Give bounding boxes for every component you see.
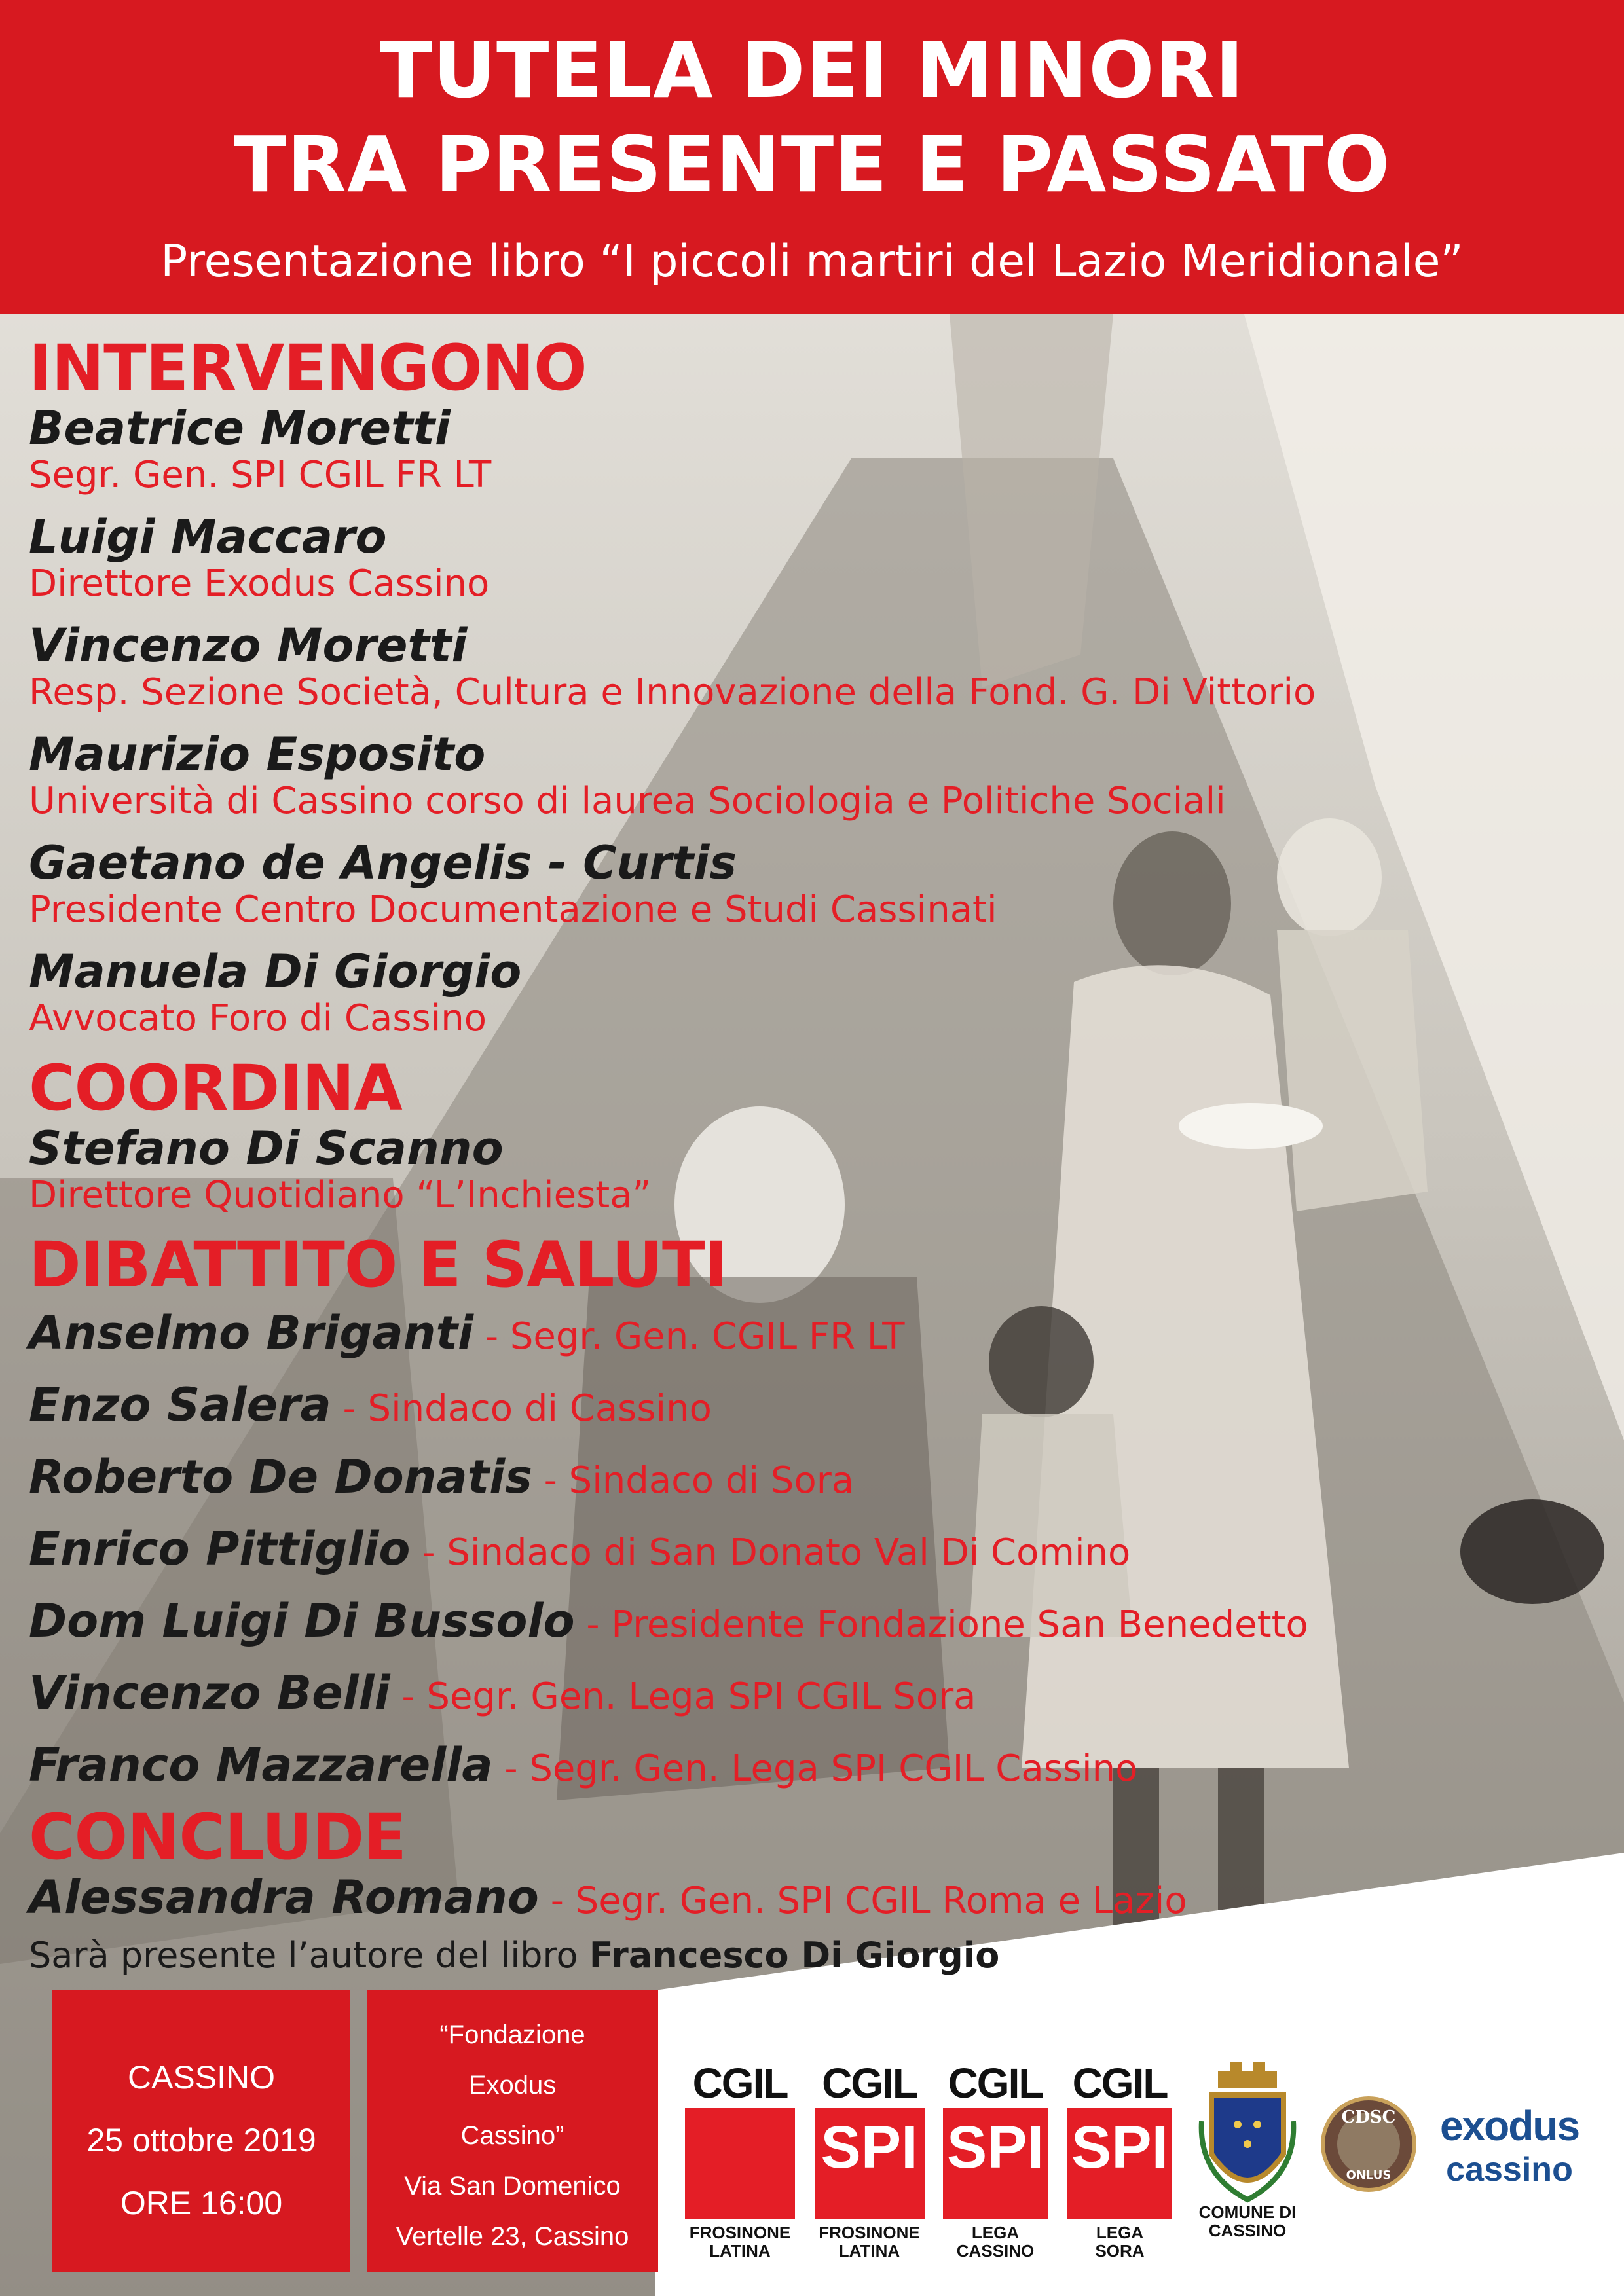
- speaker-role: Avvocato Foro di Cassino: [29, 997, 487, 1040]
- event-date: 25 ottobre 2019: [86, 2122, 316, 2159]
- speaker-role: Segr. Gen. SPI CGIL FR LT: [29, 454, 492, 496]
- logo-caption: CASSINO: [1208, 2221, 1287, 2240]
- section-heading-coordina: COORDINA: [29, 1051, 402, 1125]
- greeting-name: Vincenzo Belli: [29, 1666, 390, 1720]
- greeting-role: - Segr. Gen. Lega SPI CGIL Cassino: [492, 1747, 1138, 1790]
- venue-line: Exodus: [468, 2071, 557, 2100]
- moderator-role: Direttore Quotidiano “L’Inchiesta”: [29, 1174, 652, 1216]
- venue-name: [367, 2010, 658, 2262]
- spi-lega-sora-logo: [1064, 2062, 1175, 2260]
- greeting-name: Enrico Pittiglio: [29, 1522, 411, 1576]
- header-banner: [0, 0, 1624, 314]
- logo-caption: FROSINONE: [689, 2223, 791, 2242]
- coat-of-arms-icon: [1198, 2062, 1297, 2206]
- cdsc-text: CDSC: [1341, 2107, 1396, 2127]
- moderator-name: Stefano Di Scanno: [29, 1121, 504, 1175]
- greeting-role: - Segr. Gen. Lega SPI CGIL Sora: [390, 1675, 976, 1718]
- greeting-role: - Sindaco di Sora: [532, 1459, 855, 1502]
- greeting-role: - Sindaco di San Donato Val Di Comino: [410, 1531, 1131, 1574]
- greeting-name: Roberto De Donatis: [29, 1450, 532, 1504]
- conclusion-row: [29, 1871, 1600, 1927]
- cgil-wordmark: CGIL: [822, 2060, 917, 2107]
- logo-caption: COMUNE DI: [1198, 2202, 1297, 2222]
- cdsc-sub: ONLUS: [1346, 2168, 1392, 2182]
- event-city: CASSINO: [127, 2059, 276, 2096]
- spi-badge: [1067, 2108, 1172, 2219]
- venue-line: Vertelle 23, Cassino: [396, 2222, 629, 2251]
- author-name: Francesco Di Giorgio: [589, 1935, 1000, 1976]
- program: [29, 331, 1600, 1977]
- comune-cassino-logo: [1192, 2062, 1303, 2240]
- exodus-cassino-logo: [1434, 2102, 1585, 2189]
- exodus-wordmark: exodus: [1439, 2102, 1579, 2149]
- logo-caption: LEGA: [1096, 2223, 1144, 2242]
- conclusion-role: - Segr. Gen. SPI CGIL Roma e Lazio: [538, 1880, 1187, 1922]
- red-square-icon: [685, 2108, 795, 2219]
- greeting-row: [29, 1371, 1600, 1443]
- greeting-row: [29, 1299, 1600, 1371]
- greeting-role: - Sindaco di Cassino: [331, 1387, 712, 1430]
- event-date-box: [52, 1990, 350, 2272]
- cgil-wordmark: CGIL: [692, 2060, 788, 2107]
- spi-mark: SPI: [946, 2114, 1044, 2181]
- spi-badge: [943, 2108, 1048, 2219]
- logo-caption: LATINA: [709, 2241, 771, 2261]
- subtitle: Presentazione libro “I piccoli martiri del Lazio Meridionale”: [160, 236, 1464, 287]
- logo-caption: LATINA: [838, 2241, 900, 2261]
- greeting-role: - Segr. Gen. CGIL FR LT: [473, 1315, 905, 1358]
- section-heading-intervengono: INTERVENGONO: [29, 331, 587, 405]
- greeting-name: Franco Mazzarella: [29, 1738, 493, 1792]
- speaker-name: Vincenzo Moretti: [29, 619, 468, 672]
- cgil-frosinone-latina-logo: [681, 2062, 799, 2260]
- greeting-row: [29, 1515, 1600, 1587]
- speaker-role: Direttore Exodus Cassino: [29, 562, 490, 605]
- conclusion-name: Alessandra Romano: [29, 1870, 539, 1924]
- speaker-name: Gaetano de Angelis - Curtis: [29, 836, 737, 890]
- greeting-row: [29, 1443, 1600, 1515]
- speaker-name: Maurizio Esposito: [29, 727, 486, 781]
- speaker-name: Beatrice Moretti: [29, 401, 451, 455]
- logo-caption: FROSINONE: [819, 2223, 920, 2242]
- spi-badge: [815, 2108, 925, 2219]
- venue-line: “Fondazione: [439, 2020, 585, 2049]
- venue-line: Via San Domenico: [404, 2172, 621, 2200]
- exodus-city: cassino: [1446, 2151, 1573, 2189]
- title-line-2: TRA PRESENTE E PASSATO: [233, 119, 1391, 210]
- venue-box: [367, 1990, 658, 2272]
- greeting-role: - Presidente Fondazione San Benedetto: [574, 1603, 1308, 1646]
- speaker-name: Luigi Maccaro: [29, 510, 387, 564]
- section-heading-dibattito: DIBATTITO E SALUTI: [29, 1228, 728, 1302]
- speaker-role: Presidente Centro Documentazione e Studi Cassinati: [29, 888, 997, 931]
- cgil-wordmark: CGIL: [1072, 2060, 1168, 2107]
- speaker-role: Resp. Sezione Società, Cultura e Innovazione della Fond. G. Di Vittorio: [29, 671, 1316, 714]
- event-time: ORE 16:00: [120, 2185, 283, 2221]
- logo-caption: LEGA: [971, 2223, 1020, 2242]
- spi-mark: SPI: [1071, 2114, 1169, 2181]
- greeting-name: Dom Luigi Di Bussolo: [29, 1594, 575, 1648]
- author-note-prefix: Sarà presente l’autore del libro: [29, 1935, 589, 1976]
- greeting-row: [29, 1659, 1600, 1731]
- speaker-name: Manuela Di Giorgio: [29, 945, 522, 998]
- greeting-name: Anselmo Briganti: [29, 1306, 474, 1360]
- spi-mark: SPI: [821, 2114, 918, 2181]
- sponsor-logos: [681, 2062, 1598, 2278]
- venue-line: Cassino”: [460, 2121, 564, 2150]
- spi-lega-cassino-logo: [940, 2062, 1051, 2260]
- speaker-role: Università di Cassino corso di laurea Sociologia e Politiche Sociali: [29, 780, 1226, 822]
- section-heading-conclude: CONCLUDE: [29, 1800, 406, 1874]
- logo-caption: CASSINO: [956, 2241, 1035, 2261]
- logo-caption: SORA: [1095, 2241, 1145, 2261]
- spi-frosinone-latina-logo: [812, 2062, 927, 2260]
- cgil-wordmark: CGIL: [948, 2060, 1043, 2107]
- greeting-row: [29, 1587, 1600, 1659]
- cdsc-onlus-logo: [1316, 2095, 1421, 2196]
- greeting-name: Enzo Salera: [29, 1378, 331, 1432]
- cdsc-emblem-icon: [1320, 2095, 1418, 2193]
- greeting-row: [29, 1731, 1600, 1803]
- author-note: [29, 1934, 1600, 1977]
- title-line-1: TUTELA DEI MINORI: [379, 25, 1245, 115]
